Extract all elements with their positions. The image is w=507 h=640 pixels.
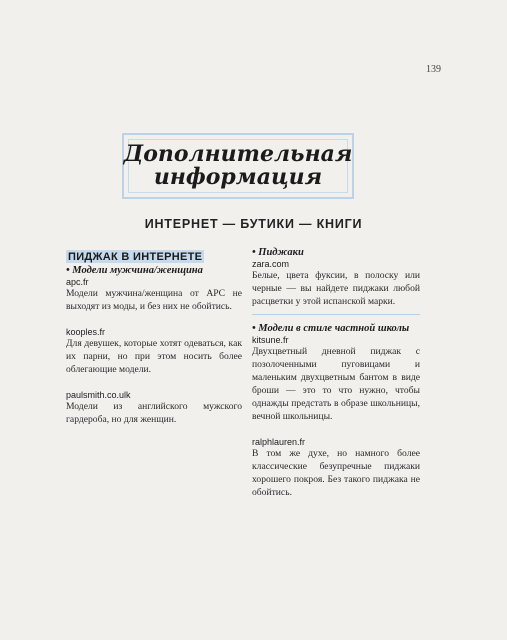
site-description: Модели мужчина/женщина от APC не выходят из моды, и без них не обойтись. bbox=[66, 288, 242, 312]
title-line-1: Дополнительная bbox=[123, 140, 353, 167]
category-heading: • Пиджаки bbox=[252, 247, 304, 258]
site-name: kooples.fr bbox=[66, 327, 106, 337]
site-name: paulsmith.co.ulk bbox=[66, 390, 131, 400]
page-subtitle: ИНТЕРНЕТ — БУТИКИ — КНИГИ bbox=[144, 217, 363, 231]
divider bbox=[252, 314, 420, 315]
site-name: kitsune.fr bbox=[252, 335, 289, 345]
category-heading: • Модели в стиле частной школы bbox=[252, 323, 410, 334]
page-number: 139 bbox=[426, 64, 441, 75]
right-column bbox=[252, 247, 420, 513]
section-heading: ПИДЖАК В ИНТЕРНЕТЕ bbox=[68, 251, 203, 263]
site-description: В том же духе, но намного более классические безупречные пиджаки хорошего покроя. Без такого пиджака не обойтись. bbox=[252, 448, 420, 498]
title-line-2: информация bbox=[153, 164, 323, 190]
site-name: apc.fr bbox=[66, 277, 89, 287]
category-heading: • Модели мужчина/женщина bbox=[66, 265, 203, 276]
page-title bbox=[123, 139, 353, 193]
left-column bbox=[66, 247, 242, 440]
site-description: Модели из английского мужского гардероба, но для женщин. bbox=[66, 401, 242, 425]
site-name: ralphlauren.fr bbox=[252, 437, 306, 447]
site-description: Для девушек, которые хотят одеваться, как их парни, но при этом носить более облегающие модели. bbox=[66, 338, 242, 375]
site-description: Белые, цвета фуксии, в полоску или черные — вы найдете пиджаки любой расцветки у этой испанской марки. bbox=[252, 270, 420, 307]
title-frame bbox=[122, 133, 354, 199]
site-description: Двухцветный дневной пиджак с позолоченными пуговицами и маленьким двухцветным бантом в виде броши — это то что нужно, чтобы однажды предстать в образе школьницы, вечной школьницы. bbox=[252, 346, 420, 422]
site-name: zara.com bbox=[252, 259, 290, 269]
